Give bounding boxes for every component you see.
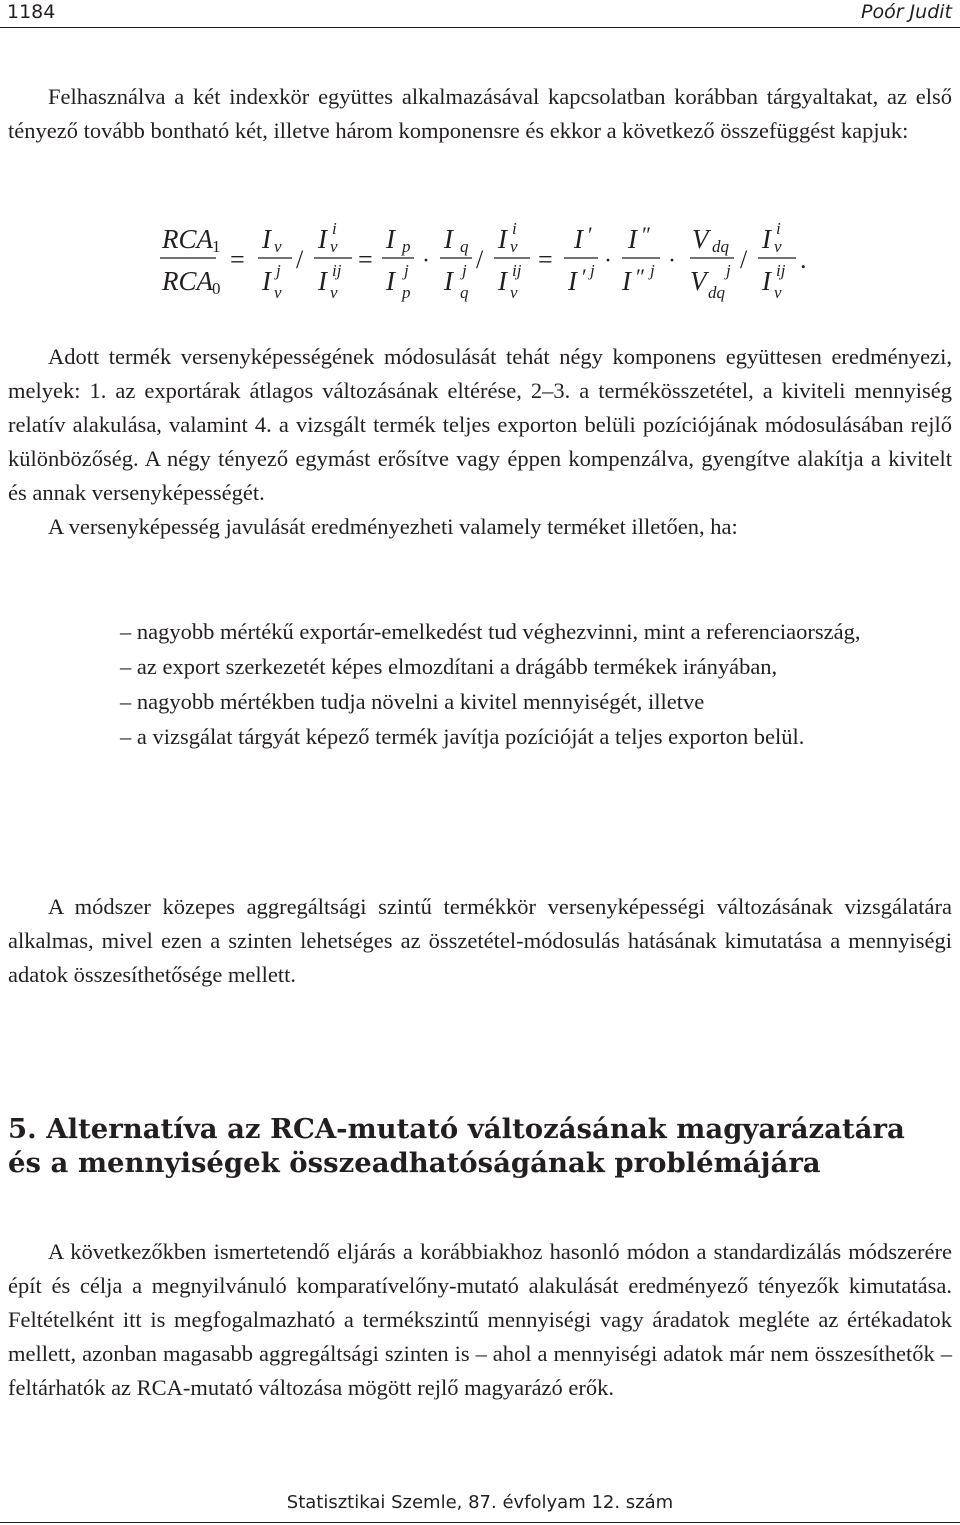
journal-footer: Statisztikai Szemle, 87. évfolyam 12. szám (286, 1492, 674, 1513)
svg-text:·: · (668, 248, 676, 274)
svg-text:q: q (460, 283, 469, 302)
svg-text:v: v (510, 237, 518, 256)
formula-svg (160, 212, 820, 306)
svg-text:j: j (462, 261, 467, 280)
improvement-lead-text: A versenyképesség javulását eredményezheti valamely terméket illetően, ha: (48, 514, 738, 539)
section-heading-line-1: 5. Alternatíva az RCA-mutató változásának magyarázatára (8, 1113, 905, 1145)
intro-paragraph (8, 80, 952, 148)
components-text: Adott termék versenyképességének módosulását tehát négy komponens együttesen eredményezi, melyek: 1. az exportárak átlagos változásának eltérése, 2–3. a termékösszetétel, a kiviteli mennyiség relatív alakulása, valamint 4. a vizsgált termék teljes exporton belüli pozíciójának módosulásában rejlő különbözőség. A négy tényező egymást erősítve vagy éppen kompenzálva, gyengítve alakítja a kivitelt és annak versenyképességét. (8, 344, 952, 505)
svg-text:′: ′ (582, 264, 587, 289)
improvement-list (88, 615, 876, 755)
svg-text:′: ′ (588, 222, 593, 247)
svg-text:RCA: RCA (162, 224, 213, 254)
svg-text:i: i (512, 219, 517, 238)
svg-text:p: p (402, 283, 411, 302)
svg-text:·: · (604, 248, 612, 274)
svg-text:dq: dq (712, 237, 729, 256)
list-item: – a vizsgálat tárgyát képező termék javítja pozícióját a teljes exporton belül. (120, 724, 805, 749)
footer-rule (0, 1522, 960, 1523)
list-item: – nagyobb mértékben tudja növelni a kivitel mennyiségét, illetve (120, 689, 705, 714)
svg-text:I: I (568, 266, 577, 296)
method-text: A módszer közepes aggregáltsági szintű termékkör versenyképességi változásának vizsgálatára alkalmas, mivel ezen a szinten lehetséges az összetétel-módosulás hatásának kimutatása a mennyiségi adatok összesíthetősége mellett. (8, 894, 952, 987)
svg-text:I: I (318, 224, 327, 254)
svg-text:I: I (386, 266, 395, 296)
svg-text:I: I (762, 266, 771, 296)
svg-text:i: i (776, 219, 781, 238)
svg-text:I: I (444, 266, 453, 296)
svg-text:RCA: RCA (162, 266, 213, 296)
running-header (0, 0, 960, 28)
svg-text:v: v (274, 237, 282, 256)
svg-text:/: / (740, 245, 748, 274)
section-paragraph (8, 1235, 952, 1405)
svg-text:v: v (774, 237, 782, 256)
svg-text:.: . (800, 245, 807, 274)
svg-text:I: I (498, 224, 507, 254)
svg-text:j: j (404, 261, 409, 280)
svg-text:I: I (498, 266, 507, 296)
decomposition-formula (160, 212, 820, 306)
svg-text:I: I (262, 266, 271, 296)
svg-text:V: V (690, 266, 707, 296)
page-number: 1184 (7, 1, 56, 23)
svg-text:I: I (762, 224, 771, 254)
svg-text:″: ″ (636, 264, 646, 289)
svg-text:·: · (422, 248, 430, 274)
svg-text:v: v (330, 237, 338, 256)
svg-text:ij: ij (332, 261, 342, 280)
svg-text:I: I (318, 266, 327, 296)
svg-text:I: I (574, 224, 583, 254)
svg-text:ij: ij (512, 261, 522, 280)
svg-text:=: = (230, 245, 245, 274)
svg-text:/: / (476, 245, 484, 274)
svg-text:0: 0 (212, 279, 221, 298)
header-author: Poór Judit (861, 1, 952, 23)
svg-text:I: I (628, 224, 637, 254)
svg-text:j: j (590, 261, 595, 280)
header-rule (0, 27, 960, 28)
svg-text:v: v (510, 283, 518, 302)
svg-text:j: j (276, 261, 281, 280)
svg-text:q: q (460, 237, 469, 256)
svg-text:=: = (538, 245, 553, 274)
list-item: – az export szerkezetét képes elmozdítani a drágább termékek irányában, (120, 654, 778, 679)
svg-text:I: I (262, 224, 271, 254)
svg-text:1: 1 (212, 237, 221, 256)
svg-text:v: v (330, 283, 338, 302)
section-heading-line-2: és a mennyiségek összeadhatóságának problémájára (8, 1147, 821, 1179)
svg-text:j: j (650, 261, 655, 280)
svg-text:I: I (386, 224, 395, 254)
svg-text:p: p (402, 237, 411, 256)
svg-text:I: I (444, 224, 453, 254)
svg-text:dq: dq (708, 283, 725, 302)
svg-text:/: / (296, 245, 304, 274)
svg-text:v: v (774, 283, 782, 302)
svg-text:I: I (622, 266, 631, 296)
components-paragraph (8, 340, 952, 544)
svg-text:V: V (692, 224, 709, 254)
svg-text:ij: ij (776, 261, 786, 280)
section-heading (8, 1112, 952, 1180)
svg-text:v: v (274, 283, 282, 302)
method-paragraph (8, 890, 952, 992)
svg-text:″: ″ (642, 222, 652, 247)
svg-text:j: j (726, 261, 731, 280)
svg-text:=: = (358, 245, 373, 274)
section-text: A következőkben ismertetendő eljárás a korábbiakhoz hasonló módon a standardizálás módszerére épít és célja a megnyilvánuló komparatívelőny-mutató alakulását eredményező tényezők kimutatása. Feltételként itt is megfogalmazható a termékszintű mennyiségi vagy áradatok megléte az értékadatok mellett, azonban magasabb aggregáltsági szinten is – ahol a mennyiségi adatok már nem összesíthetők – feltárhatók az RCA-mutató változása mögött rejlő magyarázó erők. (8, 1239, 952, 1400)
list-item: – nagyobb mértékű exportár-emelkedést tud véghezvinni, mint a referenciaország, (120, 619, 861, 644)
svg-text:i: i (332, 219, 337, 238)
intro-text: Felhasználva a két indexkör együttes alkalmazásával kapcsolatban korábban tárgyaltakat, az első tényező tovább bontható két, illetve három komponensre és ekkor a következő összefüggést kapjuk: (8, 84, 952, 143)
